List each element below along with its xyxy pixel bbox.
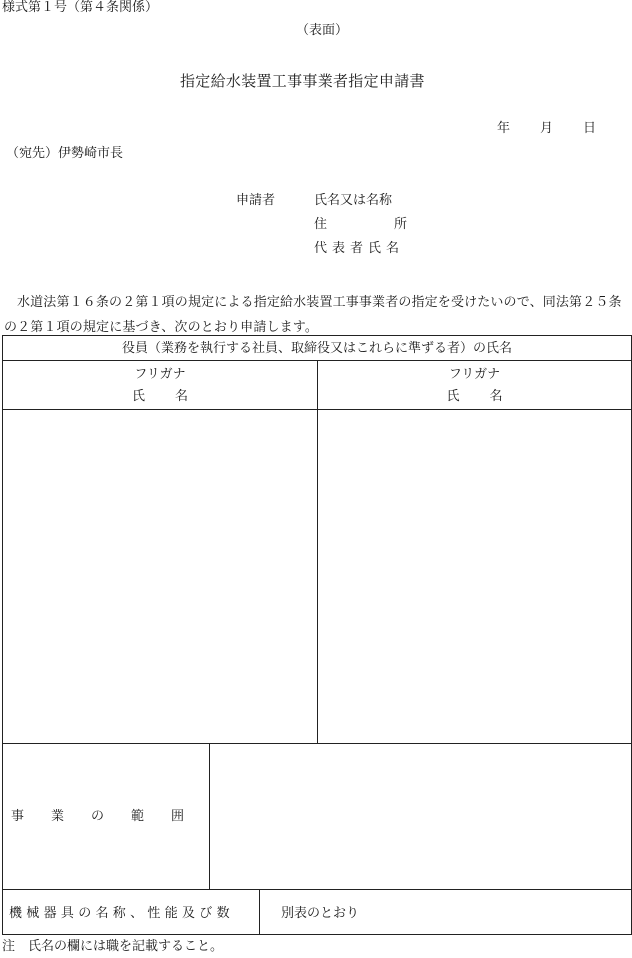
left-column-header	[3, 368, 317, 403]
date-day-label: 日	[583, 121, 597, 136]
equipment-label-divider	[259, 889, 260, 934]
right-name-label: 氏名	[446, 389, 533, 404]
applicant-address-field-label	[314, 218, 407, 242]
left-name-label: 氏名	[131, 389, 218, 404]
addressee: （宛先）伊勢崎市長	[6, 146, 124, 161]
equipment-label: 機械器具の名称、性能及び数	[9, 906, 234, 921]
address-char-2: 所	[394, 217, 408, 232]
right-furigana-label: フリガナ	[448, 367, 501, 382]
applicant-representative-field-label: 代表者氏名	[314, 241, 405, 256]
application-table	[2, 335, 632, 935]
date-month-label: 月	[540, 121, 554, 136]
applicant-name-field-label: 氏名又は名称	[314, 193, 393, 208]
business-scope-entry-area[interactable]	[210, 744, 631, 889]
right-officer-entry-area[interactable]	[318, 410, 631, 743]
footnote: 注 氏名の欄には職を記載すること。	[2, 939, 224, 954]
address-char-1: 住	[314, 217, 328, 232]
left-officer-entry-area[interactable]	[3, 410, 317, 743]
equipment-value: 別表のとおり	[281, 906, 360, 921]
officers-header: 役員（業務を執行する社員、取締役又はこれらに準ずる者）の氏名	[121, 341, 512, 356]
application-statement: 水道法第１６条の２第１項の規定による指定給水装置工事事業者の指定を受けたいので、同法第２５条の２第１項の規定に基づき、次のとおり申請します。	[4, 295, 622, 335]
date-year-label: 年	[497, 121, 511, 136]
scope-bottom-divider	[3, 889, 631, 890]
date-line	[497, 122, 596, 135]
right-column-header	[318, 368, 631, 403]
applicant-fields	[314, 194, 407, 266]
business-scope-label: 事業の範囲	[11, 809, 212, 824]
applicant-label: 申請者	[236, 193, 276, 208]
left-furigana-label: フリガナ	[134, 367, 186, 382]
side-label: （表面）	[296, 23, 349, 38]
document-title: 指定給水装置工事事業者指定申請書	[180, 72, 425, 90]
form-number: 様式第１号（第４条関係）	[2, 0, 159, 15]
